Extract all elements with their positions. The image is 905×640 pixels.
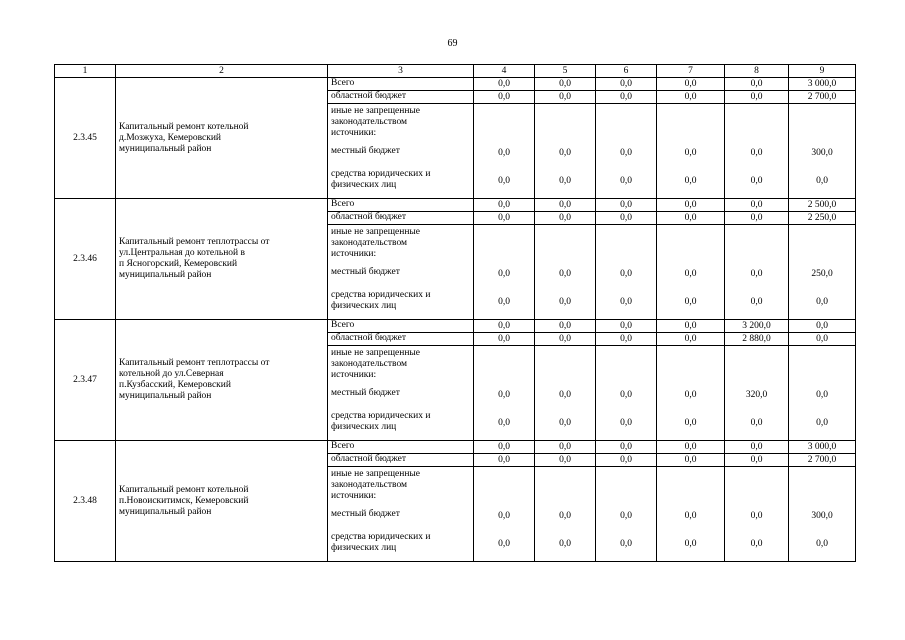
source-other-line: иные не запрещенные (331, 348, 421, 358)
item-name-line: Капитальный ремонт котельной (119, 121, 249, 132)
value-cell: 0,0 (657, 333, 725, 346)
value-cell: 0,0 (474, 212, 535, 225)
source-regional-label: областной бюджет (328, 212, 474, 225)
source-other-label (328, 346, 474, 441)
source-legal-line: физических лиц (331, 422, 397, 432)
source-other-label (328, 104, 474, 199)
source-other-line: законодательством (331, 117, 408, 127)
local-value: 0,0 (620, 148, 632, 158)
column-header-4: 4 (474, 65, 535, 78)
source-legal-line: физических лиц (331, 301, 397, 311)
value-cell: 3 000,0 (789, 78, 856, 91)
legal-value: 0,0 (559, 297, 571, 307)
source-legal-line: физических лиц (331, 180, 397, 190)
item-name-line: д.Мозжуха, Кемеровский (119, 132, 222, 143)
local-value: 0,0 (684, 148, 697, 158)
local-value: 0,0 (498, 148, 510, 158)
value-cell (657, 225, 725, 320)
value-cell (789, 104, 856, 199)
source-local-label: местный бюджет (331, 509, 400, 519)
column-header-8: 8 (725, 65, 789, 78)
source-local-label: местный бюджет (331, 267, 400, 277)
value-cell (474, 467, 535, 562)
legal-value: 0,0 (750, 297, 763, 307)
item-name-line: ул.Центральная до котельной в (119, 248, 245, 258)
value-cell: 0,0 (657, 91, 725, 104)
item-name-line: муниципальный район (119, 391, 212, 401)
local-value: 0,0 (559, 269, 571, 279)
column-header-3: 3 (328, 65, 474, 78)
local-value: 0,0 (684, 269, 697, 279)
legal-value: 0,0 (559, 176, 571, 186)
legal-value: 0,0 (816, 539, 828, 549)
local-value: 0,0 (498, 511, 510, 521)
local-value: 0,0 (498, 390, 510, 400)
source-regional-label: областной бюджет (328, 454, 474, 467)
value-cell (535, 225, 596, 320)
value-cell: 0,0 (474, 441, 535, 454)
value-cell (596, 104, 657, 199)
legal-value: 0,0 (498, 297, 510, 307)
local-value: 0,0 (750, 148, 763, 158)
source-other-line: источники: (331, 370, 377, 380)
value-cell: 0,0 (535, 441, 596, 454)
value-cell: 0,0 (474, 333, 535, 346)
legal-value: 0,0 (620, 539, 632, 549)
value-cell: 2 700,0 (789, 454, 856, 467)
item-name-line: Капитальный ремонт теплотрассы от (119, 358, 270, 368)
value-cell: 0,0 (474, 320, 535, 333)
table-row (55, 320, 856, 333)
item-name-line: муниципальный район (119, 270, 212, 280)
source-total-label: Всего (328, 78, 474, 91)
value-cell: 0,0 (596, 454, 657, 467)
source-other-line: законодательством (331, 238, 408, 248)
source-local-label: местный бюджет (331, 146, 400, 156)
source-other-line: источники: (331, 128, 377, 138)
item-name-line: Капитальный ремонт котельной (119, 484, 249, 495)
local-value: 0,0 (620, 269, 632, 279)
value-cell (789, 225, 856, 320)
value-cell (725, 104, 789, 199)
value-cell: 0,0 (657, 212, 725, 225)
source-other-line: иные не запрещенные (331, 227, 421, 237)
column-header-6: 6 (596, 65, 657, 78)
value-cell (596, 346, 657, 441)
source-regional-label: областной бюджет (328, 91, 474, 104)
source-total-label: Всего (328, 441, 474, 454)
value-cell: 0,0 (596, 78, 657, 91)
item-name-line: котельной до ул.Северная (119, 369, 224, 379)
value-cell: 0,0 (657, 78, 725, 91)
local-value: 0,0 (816, 390, 828, 400)
local-value: 0,0 (750, 269, 763, 279)
legal-value: 0,0 (498, 176, 510, 186)
value-cell: 0,0 (474, 78, 535, 91)
local-value: 0,0 (559, 390, 571, 400)
value-cell: 0,0 (535, 454, 596, 467)
value-cell (535, 104, 596, 199)
budget-table (54, 64, 856, 562)
value-cell: 0,0 (725, 199, 789, 212)
header-row (55, 65, 856, 78)
local-value: 0,0 (750, 511, 763, 521)
item-number: 2.3.48 (55, 441, 116, 562)
source-legal-line: физических лиц (331, 543, 397, 553)
value-cell (474, 346, 535, 441)
legal-value: 0,0 (559, 539, 571, 549)
local-value: 300,0 (811, 148, 833, 158)
value-cell: 2 880,0 (725, 333, 789, 346)
value-cell: 2 700,0 (789, 91, 856, 104)
value-cell: 0,0 (725, 454, 789, 467)
value-cell: 0,0 (725, 78, 789, 91)
value-cell: 0,0 (596, 333, 657, 346)
value-cell (789, 346, 856, 441)
value-cell (535, 467, 596, 562)
item-name-line: муниципальный район (119, 506, 212, 517)
legal-value: 0,0 (684, 176, 697, 186)
value-cell: 0,0 (474, 454, 535, 467)
local-value: 0,0 (620, 390, 632, 400)
value-cell (474, 104, 535, 199)
value-cell: 0,0 (657, 320, 725, 333)
value-cell: 0,0 (596, 199, 657, 212)
item-number: 2.3.45 (55, 78, 116, 199)
value-cell: 0,0 (474, 199, 535, 212)
source-total-label: Всего (328, 320, 474, 333)
item-name (116, 441, 328, 562)
value-cell (725, 225, 789, 320)
legal-value: 0,0 (498, 418, 510, 428)
item-number: 2.3.46 (55, 199, 116, 320)
value-cell (657, 467, 725, 562)
local-value: 0,0 (684, 511, 697, 521)
value-cell (725, 346, 789, 441)
legal-value: 0,0 (750, 176, 763, 186)
value-cell (596, 225, 657, 320)
source-legal-line: средства юридических и (331, 411, 431, 421)
value-cell: 2 250,0 (789, 212, 856, 225)
source-legal-line: средства юридических и (331, 169, 431, 179)
value-cell: 0,0 (596, 320, 657, 333)
item-number: 2.3.47 (55, 320, 116, 441)
item-name-line: п.Кузбасский, Кемеровский (119, 380, 231, 390)
value-cell (596, 467, 657, 562)
value-cell: 0,0 (789, 320, 856, 333)
source-other-line: источники: (331, 249, 377, 259)
legal-value: 0,0 (750, 539, 763, 549)
legal-value: 0,0 (498, 539, 510, 549)
item-name-line: муниципальный район (119, 143, 212, 154)
source-total-label: Всего (328, 199, 474, 212)
column-header-1: 1 (55, 65, 116, 78)
item-name-line: п.Новоискитимск, Кемеровский (119, 495, 249, 506)
value-cell: 0,0 (535, 212, 596, 225)
source-other-label (328, 225, 474, 320)
legal-value: 0,0 (620, 297, 632, 307)
local-value: 0,0 (559, 148, 571, 158)
page-number: 69 (447, 38, 458, 49)
value-cell (657, 104, 725, 199)
value-cell: 0,0 (535, 333, 596, 346)
value-cell: 0,0 (725, 212, 789, 225)
value-cell: 0,0 (596, 91, 657, 104)
local-value: 320,0 (745, 390, 768, 400)
value-cell (657, 346, 725, 441)
value-cell: 0,0 (725, 91, 789, 104)
legal-value: 0,0 (816, 418, 828, 428)
table-row (55, 441, 856, 454)
value-cell: 2 500,0 (789, 199, 856, 212)
value-cell: 0,0 (535, 78, 596, 91)
local-value: 250,0 (811, 269, 833, 279)
value-cell: 0,0 (535, 91, 596, 104)
value-cell: 3 200,0 (725, 320, 789, 333)
value-cell: 0,0 (474, 91, 535, 104)
value-cell: 0,0 (725, 441, 789, 454)
source-other-line: законодательством (331, 480, 408, 490)
legal-value: 0,0 (750, 418, 763, 428)
legal-value: 0,0 (684, 539, 697, 549)
item-name-line: Капитальный ремонт теплотрассы от (119, 237, 270, 247)
column-header-9: 9 (789, 65, 856, 78)
item-name (116, 78, 328, 199)
value-cell: 3 000,0 (789, 441, 856, 454)
legal-value: 0,0 (620, 418, 632, 428)
column-header-5: 5 (535, 65, 596, 78)
column-header-2: 2 (116, 65, 328, 78)
table-row (55, 78, 856, 91)
source-local-label: местный бюджет (331, 388, 400, 398)
source-other-line: законодательством (331, 359, 408, 369)
source-other-line: источники: (331, 491, 377, 501)
value-cell (789, 467, 856, 562)
value-cell (474, 225, 535, 320)
item-name (116, 199, 328, 320)
local-value: 300,0 (811, 511, 833, 521)
value-cell (535, 346, 596, 441)
value-cell: 0,0 (657, 454, 725, 467)
source-legal-line: средства юридических и (331, 290, 431, 300)
legal-value: 0,0 (559, 418, 571, 428)
value-cell: 0,0 (535, 199, 596, 212)
value-cell: 0,0 (596, 441, 657, 454)
value-cell: 0,0 (789, 333, 856, 346)
legal-value: 0,0 (620, 176, 632, 186)
value-cell: 0,0 (657, 441, 725, 454)
value-cell: 0,0 (535, 320, 596, 333)
local-value: 0,0 (620, 511, 632, 521)
local-value: 0,0 (684, 390, 697, 400)
value-cell (725, 467, 789, 562)
legal-value: 0,0 (684, 297, 697, 307)
table-row (55, 199, 856, 212)
source-regional-label: областной бюджет (328, 333, 474, 346)
legal-value: 0,0 (816, 297, 828, 307)
source-legal-line: средства юридических и (331, 532, 431, 542)
legal-value: 0,0 (816, 176, 828, 186)
item-name-line: п Ясногорский, Кемеровский (119, 259, 238, 269)
source-other-label (328, 467, 474, 562)
source-other-line: иные не запрещенные (331, 469, 421, 479)
value-cell: 0,0 (657, 199, 725, 212)
local-value: 0,0 (559, 511, 571, 521)
item-name (116, 320, 328, 441)
local-value: 0,0 (498, 269, 510, 279)
source-other-line: иные не запрещенные (331, 106, 421, 116)
value-cell: 0,0 (596, 212, 657, 225)
column-header-7: 7 (657, 65, 725, 78)
legal-value: 0,0 (684, 418, 697, 428)
